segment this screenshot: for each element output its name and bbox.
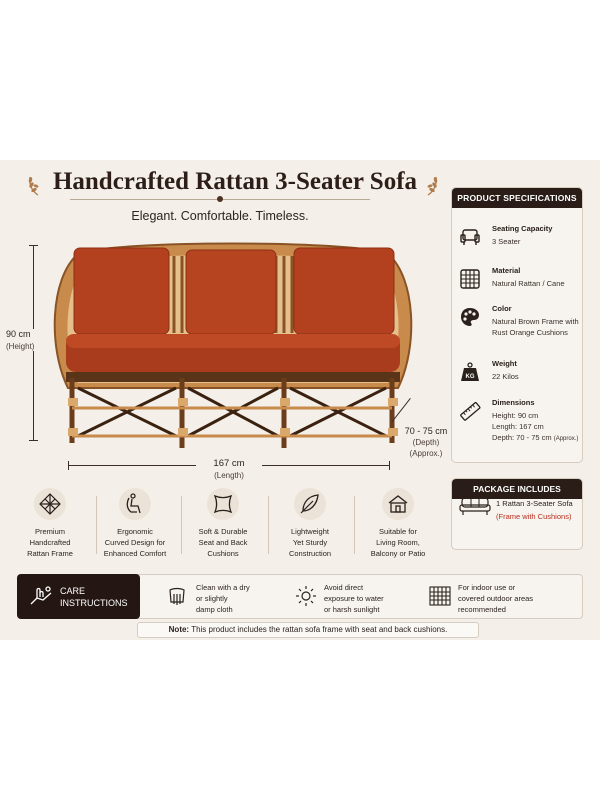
spec-seating-label: Seating Capacity <box>492 224 553 233</box>
spec-weight-label: Weight <box>492 359 517 368</box>
spec-dimensions-label: Dimensions <box>492 398 535 407</box>
tagline: Elegant. Comfortable. Timeless. <box>131 209 309 223</box>
spec-dimension-depth-value: Depth: 70 - 75 cm <box>492 433 552 442</box>
page-title: Handcrafted Rattan 3-Seater Sofa <box>52 168 418 195</box>
care-item-text <box>458 582 578 615</box>
length-dimension-cap-left <box>68 461 69 470</box>
weight-kg-icon <box>459 361 481 383</box>
feature-lightweight <box>264 488 356 559</box>
spec-dimension-length: Length: 167 cm <box>492 422 544 431</box>
care-instructions-badge <box>17 574 140 619</box>
feature-icon-circle <box>294 488 326 520</box>
height-label: (Height) <box>6 342 35 351</box>
spec-color-label: Color <box>492 304 512 313</box>
palette-icon <box>459 306 481 328</box>
care-line: or harsh sunlight <box>324 605 380 614</box>
feature-line: Seat and Back <box>198 538 248 547</box>
feature-icon-circle <box>34 488 66 520</box>
spec-weight-value: 22 Kilos <box>492 372 519 381</box>
care-line: Avoid direct <box>324 583 364 592</box>
length-value: 167 cm <box>196 458 262 469</box>
woven-grid-icon <box>459 268 481 290</box>
height-dimension-cap-top <box>29 245 38 246</box>
note-label: Note: <box>168 625 190 634</box>
product-specifications-card <box>451 187 583 463</box>
care-line: covered outdoor areas <box>458 594 534 603</box>
feature-text <box>264 526 356 559</box>
sun-icon <box>294 584 318 608</box>
feature-text <box>4 526 96 559</box>
laurel-left-icon <box>24 174 42 196</box>
height-value: 90 cm <box>6 329 52 351</box>
title-row <box>22 168 442 200</box>
feature-text <box>177 526 269 559</box>
depth-label: (Depth) <box>412 438 440 447</box>
feature-icon-circle <box>207 488 239 520</box>
feature-line: Ergonomic <box>117 527 153 536</box>
weave-pattern-icon <box>428 584 452 608</box>
care-line: or slightly <box>196 594 228 603</box>
feature-line: Rattan Frame <box>27 549 73 558</box>
ruler-icon <box>459 400 481 422</box>
feature-ergonomic <box>89 488 181 559</box>
sofa-icon <box>458 495 492 517</box>
spec-dimensions-values <box>492 410 583 445</box>
cushion-icon <box>211 492 235 516</box>
feature-line: Balcony or Patio <box>370 549 426 558</box>
feather-icon <box>298 492 322 516</box>
feature-line: Handcrafted <box>29 538 71 547</box>
care-line: recommended <box>458 605 506 614</box>
feature-line: Curved Design for <box>104 538 166 547</box>
spec-dimension-depth-note: (Approx.) <box>553 436 579 442</box>
feature-line: Premium <box>34 527 65 536</box>
back-cushion-right <box>294 248 394 334</box>
feature-suitable <box>352 488 444 559</box>
laurel-right-icon <box>424 174 442 196</box>
back-cushion-left <box>74 248 169 334</box>
feature-cushions <box>177 488 269 559</box>
specs-heading: PRODUCT SPECIFICATIONS <box>452 188 582 208</box>
armchair-icon <box>459 226 481 248</box>
care-item-text <box>196 582 306 615</box>
care-line: For indoor use or <box>458 583 516 592</box>
feature-handcrafted <box>4 488 96 559</box>
note-text: This product includes the rattan sofa frame with seat and back cushions. <box>189 625 448 634</box>
feature-text <box>89 526 181 559</box>
feature-line: Cushions <box>207 549 239 558</box>
care-title-line2: INSTRUCTIONS <box>60 598 128 608</box>
seated-person-icon <box>123 492 147 516</box>
spec-color-value: Natural Brown Frame with Rust Orange Cushions <box>492 317 579 337</box>
hand-care-icon <box>29 584 55 608</box>
title-divider-dot <box>217 196 223 202</box>
depth-note: (Approx.) <box>409 449 443 458</box>
height-dimension-cap-bottom <box>29 440 38 441</box>
package-item-detail: (Frame with Cushions) <box>496 512 572 521</box>
feature-icon-circle <box>119 488 151 520</box>
product-note <box>137 622 479 638</box>
spec-material-value: Natural Rattan / Cane <box>492 279 565 288</box>
spec-material-label: Material <box>492 266 521 275</box>
feature-line: Yet Sturdy <box>292 538 328 547</box>
spec-seating-value: 3 Seater <box>492 237 521 246</box>
care-line: exposure to water <box>324 594 384 603</box>
svg-text:KG: KG <box>465 374 475 380</box>
feature-line: Living Room, <box>376 538 420 547</box>
house-icon <box>386 492 410 516</box>
feature-line: Enhanced Comfort <box>103 549 167 558</box>
feature-line: Soft & Durable <box>198 527 248 536</box>
care-item-text <box>324 582 434 615</box>
feature-line: Lightweight <box>291 527 329 536</box>
spec-dimension-depth <box>492 432 583 445</box>
feature-line: Suitable for <box>379 527 417 536</box>
depth-value: 70 - 75 cm <box>404 426 448 436</box>
spec-dimension-height: Height: 90 cm <box>492 411 539 420</box>
feature-text <box>352 526 444 559</box>
care-title-line1: CARE <box>60 586 86 596</box>
length-label: (Length) <box>214 471 244 480</box>
feature-line: Construction <box>288 549 332 558</box>
rattan-weave-icon <box>38 492 62 516</box>
care-line: Clean with a dry <box>196 583 250 592</box>
package-includes-card <box>451 478 583 550</box>
package-heading: PACKAGE INCLUDES <box>452 479 582 499</box>
cloth-wipe-icon <box>166 584 190 608</box>
care-line: damp cloth <box>196 605 233 614</box>
sofa-illustration <box>48 238 418 453</box>
back-cushion-center <box>186 250 276 334</box>
feature-icon-circle <box>382 488 414 520</box>
length-dimension-cap-right <box>389 461 390 470</box>
package-item: 1 Rattan 3-Seater Sofa <box>496 499 573 508</box>
